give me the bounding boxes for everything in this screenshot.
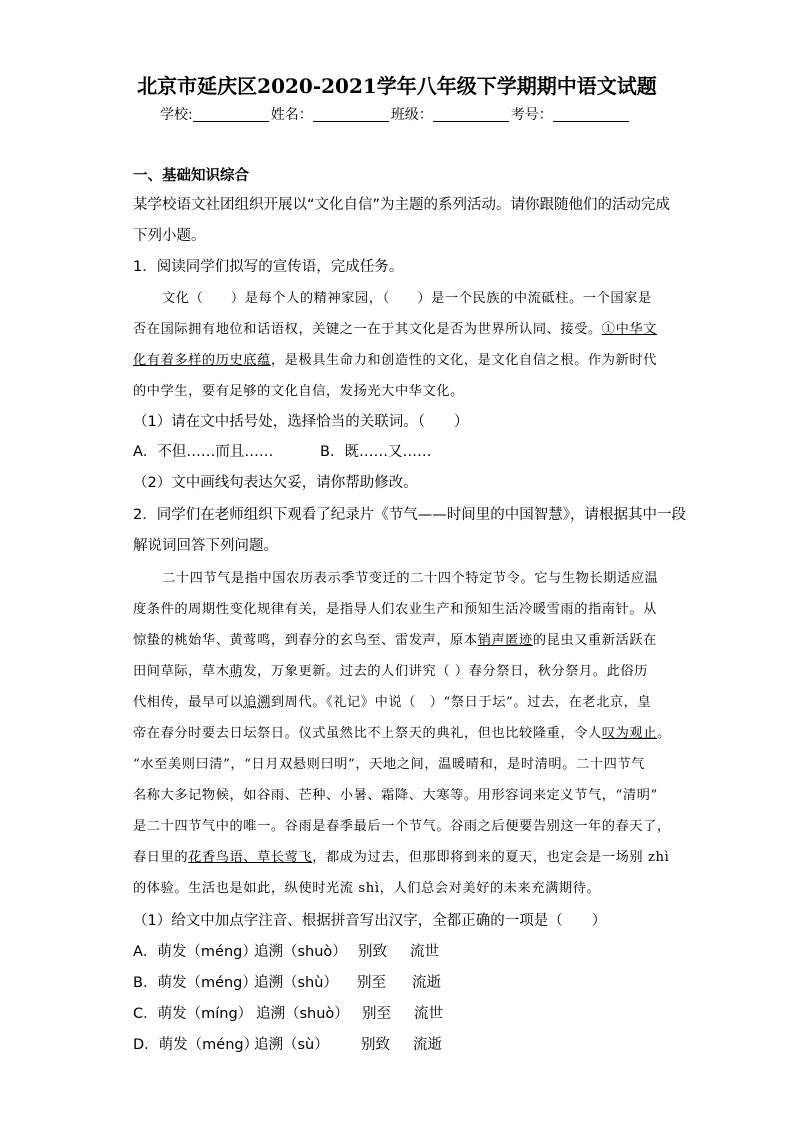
section-intro-line: 某学校语文社团组织开展以“文化自信”为主题的系列活动。请你跟随他们的活动完成 bbox=[133, 197, 671, 213]
passage-text: 惊蛰的桃始华、黄莺鸣，到春分的玄鸟至、雷发声，原本 bbox=[133, 633, 478, 648]
passage-text: 春日里的 bbox=[133, 850, 189, 865]
option-b-part: 追溯（sù） bbox=[254, 1037, 329, 1053]
option-b[interactable]: B．既……又…… bbox=[320, 444, 432, 460]
dotted-char: 追溯 bbox=[243, 695, 271, 710]
option-a[interactable]: A．不但……而且…… bbox=[133, 444, 274, 460]
passage-line: 文化（ ）是每个人的精神家园，（ ）是一个民族的中流砥柱。一个国家是 bbox=[162, 291, 652, 306]
option-d-part: 流世 bbox=[414, 1006, 443, 1022]
underlined-word: 叹为观止 bbox=[601, 726, 657, 741]
option-b-part: 追溯（shuò） bbox=[256, 1006, 349, 1022]
option-b-part: 追溯（shuò） bbox=[254, 944, 347, 960]
option-c[interactable] bbox=[133, 1002, 443, 1023]
option-d-part: 流逝 bbox=[413, 1037, 442, 1053]
passage-line: 是二十四节气中的唯一。谷雨是春季最后一个节气。谷雨之后便要告别这一年的春天了， bbox=[133, 819, 671, 834]
passage-text: ，都成为过去，但那即将到来的夏天，也定会是一场别 zhì bbox=[312, 850, 670, 865]
question-1-prompt: 1．阅读同学们拟写的宣传语，完成任务。 bbox=[133, 259, 404, 275]
option-c-part: 别致 bbox=[361, 1037, 390, 1053]
passage-line: 度条件的周期性变化规律有关，是指导人们农业生产和预知生活冷暖雪雨的指南针。从 bbox=[133, 602, 657, 617]
name-blank[interactable] bbox=[313, 107, 389, 122]
option-d[interactable] bbox=[133, 1033, 442, 1054]
underlined-word: 销声匿迹 bbox=[477, 633, 533, 648]
option-letter: C．萌发（míng） bbox=[133, 1006, 253, 1022]
option-letter: B．萌发（méng） bbox=[133, 975, 257, 991]
underlined-sentence: 化有着多样的历史底蕴 bbox=[133, 353, 271, 368]
passage-line: “水至美则曰清”，“日月双悬则曰明”，天地之间，温暖晴和，是时清明。二十四节气 bbox=[133, 757, 645, 772]
option-d-part: 流世 bbox=[410, 944, 439, 960]
school-blank[interactable] bbox=[193, 107, 269, 122]
student-info-line bbox=[160, 104, 631, 124]
option-c-part: 别至 bbox=[357, 975, 386, 991]
option-d-part: 流逝 bbox=[412, 975, 441, 991]
class-label: 班级： bbox=[390, 107, 433, 123]
exam-no-label: 考号： bbox=[510, 107, 553, 123]
sub-question: （2）文中画线句表达欠妥，请你帮助修改。 bbox=[133, 475, 418, 491]
option-b-part: 追溯（shù） bbox=[254, 975, 338, 991]
option-b[interactable] bbox=[133, 971, 441, 992]
passage-line: 的中学生，要有足够的文化自信，发扬光大中华文化。 bbox=[133, 384, 464, 399]
question-2-prompt: 2．同学们在老师组织下观看了纪录片《节气——时间里的中国智慧》，请根据其中一段 bbox=[133, 507, 686, 523]
option-letter: A．萌发（méng） bbox=[133, 944, 257, 960]
passage-text: ，是极具生命力和创造性的文化，是文化自信之根。作为新时代 bbox=[270, 353, 657, 368]
option-c-part: 别致 bbox=[358, 944, 387, 960]
underlined-word: 花香鸟语、草长莺飞 bbox=[188, 850, 313, 865]
passage-text: 否在国际拥有地位和话语权，关键之一在于其文化是否为世界所认同、接受。 bbox=[133, 322, 602, 337]
passage-line: 的体验。生活也是如此，纵使时光流 shì，人们总会对美好的未来充满期待。 bbox=[133, 881, 601, 896]
dotted-char: 萌 bbox=[229, 664, 244, 679]
section-heading: 一、基础知识综合 bbox=[133, 168, 249, 184]
passage-line bbox=[133, 349, 657, 368]
passage-line bbox=[133, 660, 648, 679]
underlined-sentence: ①中华文 bbox=[601, 322, 657, 337]
passage-line bbox=[133, 691, 651, 710]
page-title: 北京市延庆区2020-2021学年八年级下学期期中语文试题 bbox=[137, 74, 657, 98]
sub-question: （1）给文中加点字注音、根据拼音写出汉字，全都正确的一项是（ ） bbox=[133, 913, 607, 929]
option-c-part: 别至 bbox=[362, 1006, 391, 1022]
section-intro-line: 下列小题。 bbox=[133, 228, 206, 244]
exam-no-blank[interactable] bbox=[553, 107, 629, 122]
passage-text: 到周代。《礼记》中说（ ）“祭日于坛”。过去，在老北京，皇 bbox=[270, 695, 652, 710]
sub-question: （1）请在文中括号处，选择恰当的关联词。（ ） bbox=[133, 414, 469, 430]
passage-line: 二十四节气是指中国农历表示季节变迁的二十四个特定节令。它与生物长期适应温 bbox=[162, 571, 659, 586]
name-label: 姓名： bbox=[270, 107, 313, 123]
school-label: 学校: bbox=[160, 107, 193, 123]
passage-text: 发，万象更新。过去的人们讲究（ ）春分祭日，秋分祭月。此俗历 bbox=[243, 664, 648, 679]
passage-line bbox=[133, 629, 657, 648]
question-2-prompt: 解说词回答下列问题。 bbox=[133, 538, 278, 554]
option-letter: D．萌发（méng） bbox=[133, 1037, 259, 1053]
passage-line bbox=[133, 722, 671, 741]
passage-line bbox=[133, 846, 669, 865]
option-a[interactable] bbox=[133, 940, 439, 961]
passage-line bbox=[133, 318, 657, 337]
passage-text: 田间草际，草木 bbox=[133, 664, 230, 679]
class-blank[interactable] bbox=[433, 107, 509, 122]
passage-line: 名称大多记物候，如谷雨、芒种、小暑、霜降、大寒等。用形容词来定义节气，“清明” bbox=[133, 788, 658, 803]
passage-text: 代相传，最早可以 bbox=[133, 695, 244, 710]
passage-text: 的昆虫又重新活跃在 bbox=[532, 633, 657, 648]
passage-text: 帝在春分时要去日坛祭日。仪式虽然比不上祭天的典礼，但也比较隆重，令人 bbox=[133, 726, 602, 741]
passage-text: 。 bbox=[656, 726, 671, 741]
